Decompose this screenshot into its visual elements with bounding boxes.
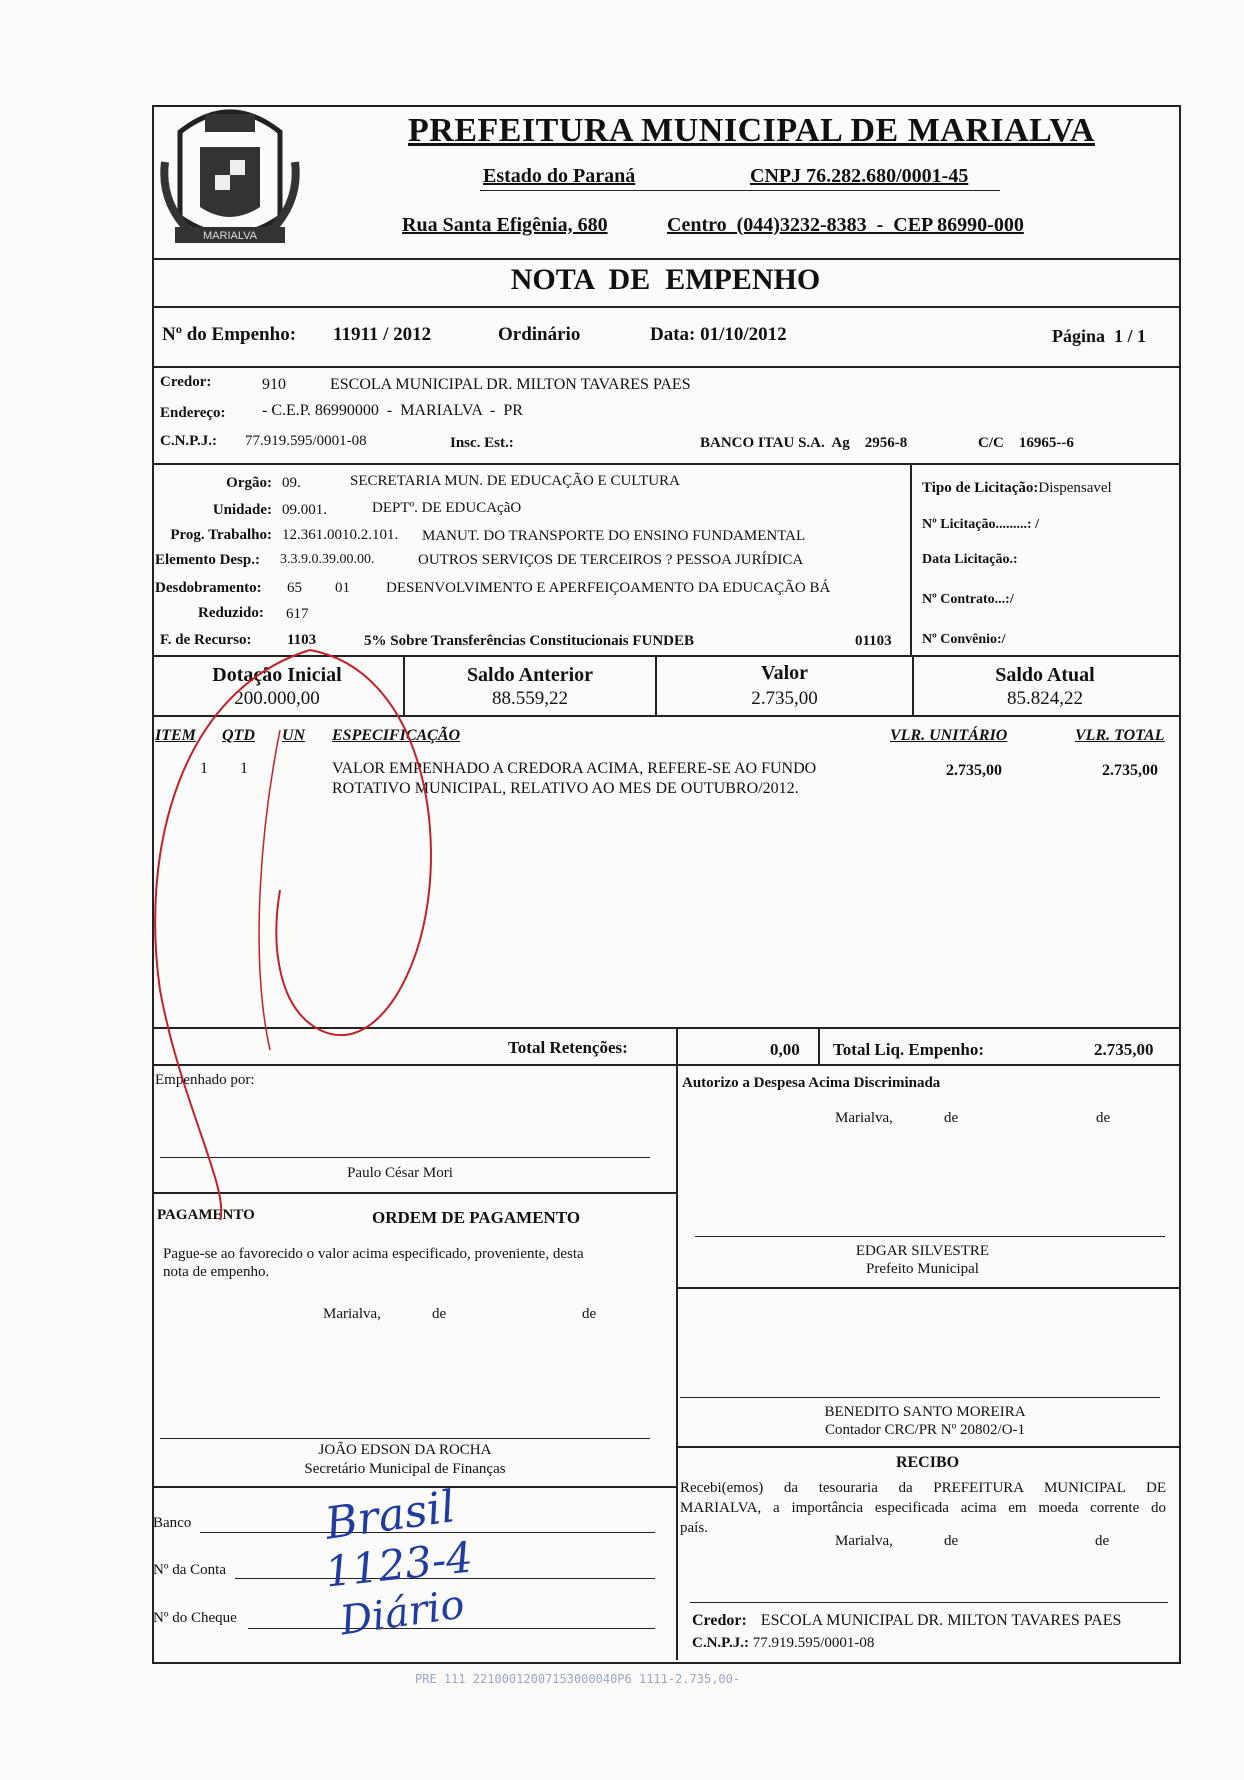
state-label: Estado do Paraná bbox=[483, 165, 636, 187]
endereco-value: - C.E.P. 86990000 - MARIALVA - PR bbox=[262, 402, 523, 419]
recibo-credor bbox=[692, 1612, 1121, 1630]
numero-licitacao: Nº Licitação.........: / bbox=[922, 517, 1039, 532]
row-total-value: 2.735,00 bbox=[1102, 762, 1158, 779]
liq-empenho-value: 2.735,00 bbox=[1094, 1040, 1154, 1059]
reduzido-value: 617 bbox=[286, 606, 309, 622]
recibo-line3: país. bbox=[680, 1520, 708, 1536]
seal-text: MARIALVA bbox=[203, 230, 257, 242]
row-desc-line1: VALOR EMPENHADO A CREDORA ACIMA, REFERE-SE AO FUNDO bbox=[332, 760, 817, 777]
insc-label: Insc. Est.: bbox=[450, 435, 514, 451]
footer-stamp: PRE 111 22100012007153000040P6 1111-2.735,00- bbox=[415, 1672, 741, 1686]
elem-code: 3.3.9.0.39.00.00. bbox=[280, 552, 375, 567]
cheque-label: Nº do Cheque bbox=[153, 1610, 237, 1626]
orgao-label: Orgão: bbox=[226, 475, 272, 491]
row-item: 1 bbox=[200, 760, 208, 777]
handwritten-conta: 1123-4 bbox=[322, 1532, 475, 1597]
col-item: ITEM bbox=[155, 727, 196, 744]
dotacao-inicial-label: Dotação Inicial bbox=[212, 664, 342, 686]
contador-role: Contador CRC/PR Nº 20802/O-1 bbox=[824, 1422, 1026, 1438]
col-un: UN bbox=[282, 727, 306, 744]
page-number: Página 1 / 1 bbox=[1052, 326, 1147, 346]
retencoes-label: Total Retenções: bbox=[508, 1038, 628, 1057]
pague-line2: nota de empenho. bbox=[163, 1264, 270, 1280]
numero-contrato: Nº Contrato...:/ bbox=[922, 592, 1014, 607]
unidade-label: Unidade: bbox=[212, 502, 272, 518]
secretario-name: JOÃO EDSON DA ROCHA bbox=[318, 1442, 492, 1458]
recurso-code: 1103 bbox=[287, 632, 317, 648]
marialva-2: Marialva, bbox=[323, 1306, 381, 1322]
prog-label: Prog. Trabalho: bbox=[170, 527, 272, 543]
recibo-cnpj-label: C.N.P.J.: bbox=[692, 1635, 749, 1651]
de-5: de bbox=[944, 1533, 959, 1549]
handwritten-banco: Brasil bbox=[322, 1481, 459, 1550]
secretario-role: Secretário Municipal de Finanças bbox=[304, 1461, 506, 1477]
pague-line1: Pague-se ao favorecido o valor acima especificado, proveniente, desta bbox=[163, 1246, 584, 1262]
desdobramento-code2: 01 bbox=[335, 580, 350, 596]
header-address: Rua Santa Efigênia, 680 bbox=[402, 214, 608, 236]
recibo-credor-label: Credor: bbox=[692, 1612, 747, 1629]
pagamento-label: PAGAMENTO bbox=[157, 1207, 255, 1223]
conta-corrente: C/C 16965--6 bbox=[978, 435, 1074, 451]
tipo-licitacao-value: Dispensavel bbox=[1038, 480, 1112, 496]
header-contacts: Centro (044)3232-8383 - CEP 86990-000 bbox=[667, 214, 1024, 236]
col-especificacao: ESPECIFICAÇÃO bbox=[332, 727, 461, 744]
liq-empenho-label: Total Liq. Empenho: bbox=[833, 1040, 984, 1059]
recibo-credor-name: ESCOLA MUNICIPAL DR. MILTON TAVARES PAES bbox=[760, 1612, 1122, 1629]
prefeito-role: Prefeito Municipal bbox=[866, 1261, 979, 1277]
empenhado-por-name: Paulo César Mori bbox=[347, 1165, 453, 1181]
empenho-number: 11911 / 2012 bbox=[333, 324, 432, 345]
orgao-code: 09. bbox=[282, 475, 301, 491]
conta-label: Nº da Conta bbox=[153, 1562, 226, 1578]
elem-desc: OUTROS SERVIÇOS DE TERCEIROS ? PESSOA JURÍDICA bbox=[418, 552, 804, 568]
handwritten-cheque: Diário bbox=[337, 1581, 468, 1645]
valor-value: 2.735,00 bbox=[751, 688, 818, 709]
header-cnpj: CNPJ 76.282.680/0001-45 bbox=[750, 165, 969, 187]
banco-info: BANCO ITAU S.A. Ag 2956-8 bbox=[700, 435, 908, 451]
orgao-desc: SECRETARIA MUN. DE EDUCAÇÃO E CULTURA bbox=[350, 473, 680, 489]
autorizo-label: Autorizo a Despesa Acima Discriminada bbox=[682, 1075, 941, 1091]
unidade-code: 09.001. bbox=[282, 502, 327, 518]
col-vlr-unitario: VLR. UNITÁRIO bbox=[890, 727, 1008, 744]
prog-desc: MANUT. DO TRANSPORTE DO ENSINO FUNDAMENTAL bbox=[422, 528, 806, 544]
credor-cnpj: 77.919.595/0001-08 bbox=[245, 433, 367, 449]
desdobramento-desc: DESENVOLVIMENTO E APERFEIÇOAMENTO DA EDUCAÇÃO BÁ bbox=[386, 580, 831, 596]
empenho-type: Ordinário bbox=[498, 324, 581, 345]
empenho-date: Data: 01/10/2012 bbox=[650, 324, 787, 345]
col-qtd: QTD bbox=[222, 727, 255, 744]
recibo-cnpj-value: 77.919.595/0001-08 bbox=[752, 1635, 875, 1651]
banco-label: Banco bbox=[153, 1515, 192, 1531]
recibo-line2: MARIALVA, a importância especificada acima em moeda corrente do bbox=[680, 1500, 1166, 1516]
credor-code: 910 bbox=[262, 376, 286, 393]
marialva-3: Marialva, bbox=[835, 1533, 893, 1549]
row-qtd: 1 bbox=[240, 760, 248, 777]
desdobramento-code: 65 bbox=[287, 580, 302, 596]
prog-code: 12.361.0010.2.101. bbox=[282, 527, 399, 543]
saldo-atual-value: 85.824,22 bbox=[1007, 688, 1083, 709]
reduzido-label: Reduzido: bbox=[198, 605, 264, 621]
recurso-label: F. de Recurso: bbox=[160, 632, 252, 648]
numero-convenio: Nº Convênio:/ bbox=[922, 632, 1006, 647]
municipal-seal bbox=[160, 102, 300, 257]
de-4: de bbox=[582, 1306, 597, 1322]
dotacao-inicial-value: 200.000,00 bbox=[234, 688, 320, 709]
cnpj-label: C.N.P.J.: bbox=[160, 433, 217, 449]
marialva-1: Marialva, bbox=[835, 1110, 893, 1126]
ordem-pagamento-label: ORDEM DE PAGAMENTO bbox=[372, 1208, 581, 1227]
recibo-line1: Recebi(emos) da tesouraria da PREFEITURA MUNICIPAL DE bbox=[680, 1480, 1166, 1496]
red-pen-mark bbox=[120, 630, 460, 1230]
de-1: de bbox=[944, 1110, 959, 1126]
row-desc-line2: ROTATIVO MUNICIPAL, RELATIVO AO MES DE OUTUBRO/2012. bbox=[332, 780, 799, 797]
endereco-label: Endereço: bbox=[160, 405, 226, 421]
saldo-atual-label: Saldo Atual bbox=[995, 664, 1095, 686]
data-licitacao: Data Licitação.: bbox=[922, 552, 1018, 567]
empenho-label: Nº do Empenho: bbox=[162, 324, 297, 345]
recibo-title: RECIBO bbox=[895, 1454, 960, 1471]
recibo-cnpj bbox=[692, 1635, 874, 1652]
col-vlr-total: VLR. TOTAL bbox=[1075, 727, 1165, 744]
tipo-licitacao bbox=[922, 480, 1112, 497]
credor-label: Credor: bbox=[160, 374, 212, 390]
prefeito-name: EDGAR SILVESTRE bbox=[855, 1243, 990, 1259]
page-title: PREFEITURA MUNICIPAL DE MARIALVA bbox=[408, 112, 1095, 149]
contador-name: BENEDITO SANTO MOREIRA bbox=[824, 1404, 1026, 1420]
recurso-desc: 5% Sobre Transferências Constitucionais FUNDEB bbox=[364, 633, 695, 649]
tipo-licitacao-label: Tipo de Licitação: bbox=[922, 480, 1039, 496]
de-2: de bbox=[1096, 1110, 1111, 1126]
recurso-code2: 01103 bbox=[855, 633, 892, 649]
retencoes-value: 0,00 bbox=[770, 1040, 800, 1059]
elem-label: Elemento Desp.: bbox=[155, 552, 260, 568]
empenhado-por-label: Empenhado por: bbox=[155, 1072, 255, 1088]
valor-label: Valor bbox=[760, 662, 809, 684]
row-unit-value: 2.735,00 bbox=[946, 762, 1002, 779]
unidade-desc: DEPTº. DE EDUCAçãO bbox=[372, 500, 522, 516]
de-3: de bbox=[432, 1306, 447, 1322]
de-6: de bbox=[1095, 1533, 1110, 1549]
credor-name: ESCOLA MUNICIPAL DR. MILTON TAVARES PAES bbox=[330, 376, 691, 393]
saldo-anterior-label: Saldo Anterior bbox=[466, 664, 594, 686]
document-title: NOTA DE EMPENHO bbox=[510, 263, 821, 296]
desdobramento-label: Desdobramento: bbox=[155, 580, 262, 596]
saldo-anterior-value: 88.559,22 bbox=[492, 688, 568, 709]
